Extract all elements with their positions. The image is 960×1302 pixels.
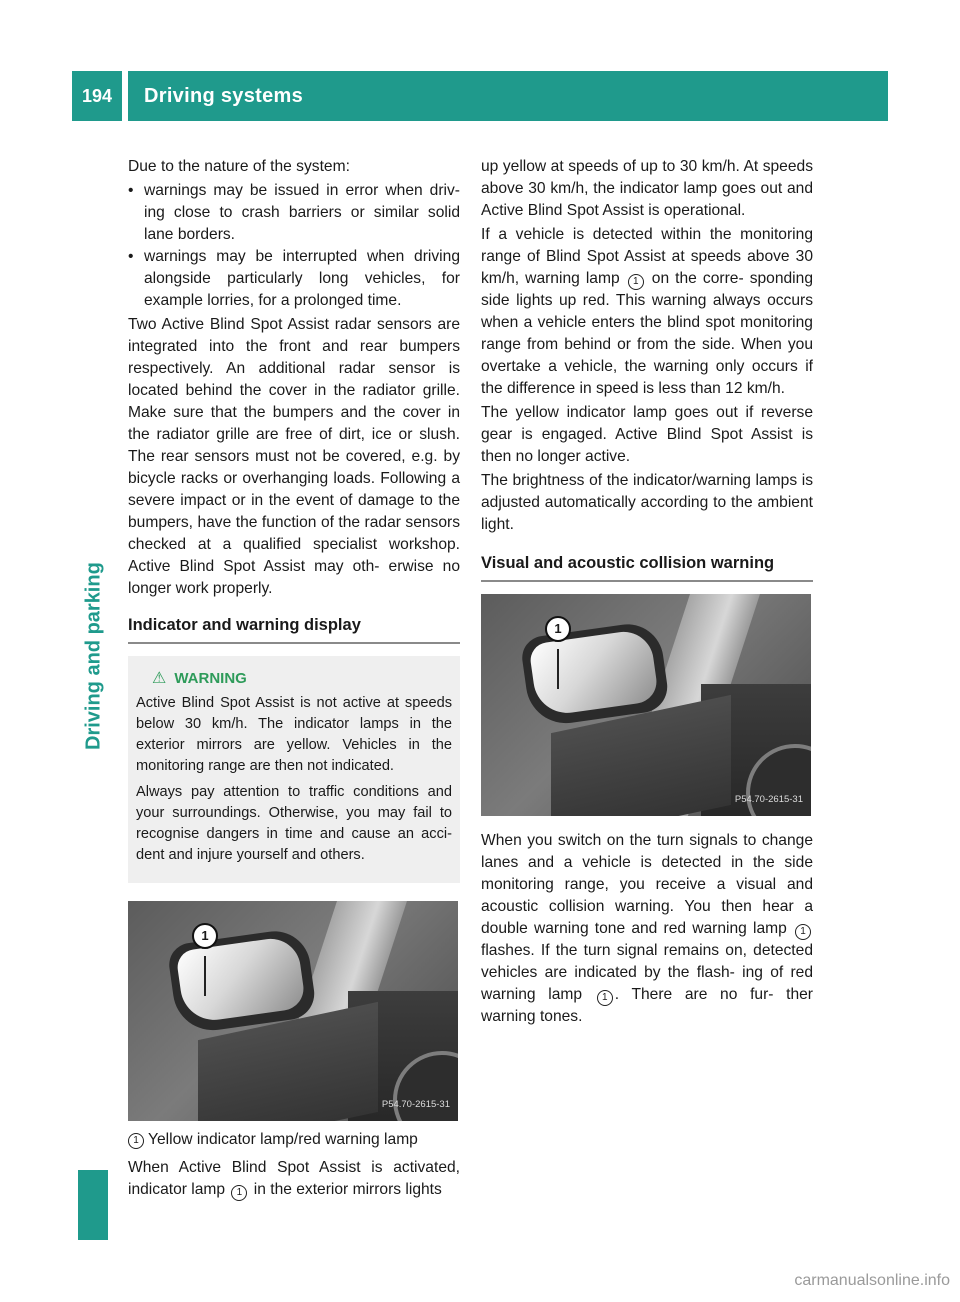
list-item: • warnings may be interrupted when driving alongside particularly long vehicles, for example lorries, for a prolonged time. — [128, 248, 460, 309]
callout-number-icon: 1 — [628, 274, 644, 290]
list-item: • warnings may be issued in error when driv- ing close to crash barriers or similar solid lane borders. — [128, 182, 460, 243]
right-column — [481, 156, 813, 1028]
reverse-gear-paragraph: The yellow indicator lamp goes out if reverse gear is engaged. Active Blind Spot Assist is then no longer active. — [481, 404, 813, 465]
page-title: Driving systems — [144, 85, 304, 107]
callout-line — [557, 649, 559, 689]
section-heading: Indicator and warning display — [128, 614, 460, 644]
image-code: P54.70-2615-31 — [734, 794, 803, 805]
warning-triangle-icon: ⚠ — [152, 670, 167, 687]
section-label: Driving and parking — [82, 562, 105, 750]
callout-marker: 1 — [192, 923, 218, 949]
warning-title: ⚠ WARNING — [152, 670, 247, 687]
mirror-glass — [175, 935, 306, 1024]
section-heading: Visual and acoustic collision warning — [481, 552, 813, 582]
callout-number-icon: 1 — [128, 1133, 144, 1149]
activation-paragraph: When Active Blind Spot Assist is activated, indicator lamp 1 in the exterior mirrors lights — [128, 1157, 460, 1201]
callout-number-icon: 1 — [795, 924, 811, 940]
brightness-paragraph: The brightness of the indicator/warning lamps is adjusted automatically according to the ambient light. — [481, 472, 813, 533]
section-marker — [78, 1170, 108, 1240]
warning-box — [128, 656, 460, 883]
detection-paragraph: If a vehicle is detected within the monitoring range of Blind Spot Assist at speeds above 30 km/h, warning lamp 1 on the corre- sponding side lights up red. This warning always occurs when a vehicle enters the blind spot monitoring range from behind or from the side. When you overtake a vehicle, the warning only occurs if the difference in speed is less than 12 km/h. — [481, 226, 813, 397]
page-number: 194 — [81, 85, 113, 106]
speed-paragraph: up yellow at speeds of up to 30 km/h. At speeds above 30 km/h, the indicator lamp goes out and Active Blind Spot Assist is operational. — [481, 158, 813, 219]
left-column — [128, 156, 460, 1201]
callout-marker: 1 — [545, 616, 571, 642]
callout-number-icon: 1 — [231, 1185, 247, 1201]
section-sidebar — [72, 150, 116, 1220]
page-header — [72, 71, 888, 121]
header-divider — [122, 71, 128, 121]
warning-text: Always pay attention to traffic conditions and your surroundings. Otherwise, you may fail to recognise dangers in time and cause an acci- dent and injure yourself and others. — [136, 784, 452, 863]
collision-warning-paragraph: When you switch on the turn signals to change lanes and a vehicle is detected in the side monitoring range, you receive a visual and acoustic collision warning. You then hear a double warning tone and red warning lamp 1 flashes. If the turn signal remains on, detected vehicles are indicated by the flash- ing of red warning lamp 1 . There are no fur- ther warning tones. — [481, 832, 813, 1025]
mirror-glass — [528, 628, 659, 717]
watermark: carmanualsonline.info — [794, 1272, 950, 1289]
warning-text: Active Blind Spot Assist is not active at speeds below 30 km/h. The indicator lamps in the exterior mirrors are yellow. Vehicles in the monitoring range are then not indicated. — [136, 695, 452, 774]
callout-number-icon: 1 — [597, 990, 613, 1006]
bullet-icon: • — [128, 248, 134, 265]
image-code: P54.70-2615-31 — [381, 1099, 450, 1110]
mirror-photo — [481, 594, 811, 816]
mirror-photo — [128, 901, 458, 1121]
legend-item: 1 Yellow indicator lamp/red warning lamp — [128, 1129, 460, 1151]
intro-text: Due to the nature of the system: — [128, 158, 350, 175]
bullet-icon: • — [128, 182, 134, 199]
callout-line — [204, 956, 206, 996]
radar-sensors-paragraph: Two Active Blind Spot Assist radar sensors are integrated into the front and rear bumpers respectively. An additional radar sensor is located behind the cover in the radiator grille. Make sure that the bumpers and the cover in the radiator grille are free of dirt, ice or slush. The rear sensors must not be covered, e.g. by bicycle racks or overhanging loads. Following a severe impact or in the event of damage to the bumpers, have the function of the radar sensors checked at a qualified specialist workshop. Active Blind Spot Assist may oth- erwise no longer work properly. — [128, 316, 460, 597]
